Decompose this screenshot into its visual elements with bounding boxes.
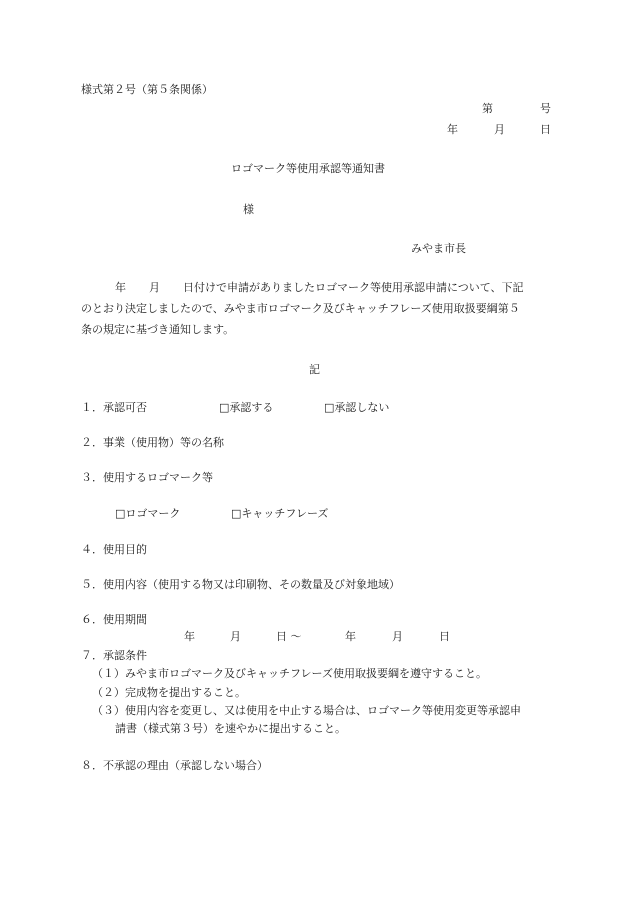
- body-line1-year: 年: [115, 281, 126, 294]
- doc-number-go: 号: [540, 102, 551, 115]
- period-from-year: 年: [184, 630, 195, 643]
- item5-label: ５．使用内容（使用する物又は印刷物、その数量及び対象地域）: [81, 578, 400, 591]
- option-logo-mark: □ロゴマーク: [115, 507, 181, 520]
- date-month: 月: [494, 123, 505, 136]
- item1-label: １．承認可否: [81, 401, 147, 414]
- document-title: ロゴマーク等使用承認等通知書: [231, 162, 385, 175]
- condition-1: （１）みやま市ロゴマーク及びキャッチフレーズ使用取扱要綱を遵守すること。: [92, 667, 488, 680]
- ki-heading: 記: [309, 363, 320, 376]
- item8-label: ８．不承認の理由（承認しない場合）: [81, 759, 268, 772]
- body-line3: 条の規定に基づき通知します。: [81, 323, 235, 336]
- period-to-year: 年: [345, 630, 356, 643]
- date-day: 日: [540, 123, 551, 136]
- item6-label: ６．使用期間: [81, 613, 147, 626]
- doc-number-dai: 第: [482, 102, 493, 115]
- item2-label: ２．事業（使用物）等の名称: [81, 436, 224, 449]
- option-reject: □承認しない: [324, 401, 390, 414]
- item3-label: ３．使用するロゴマーク等: [81, 471, 213, 484]
- option-approve: □承認する: [219, 401, 274, 414]
- date-year: 年: [447, 123, 458, 136]
- body-line1-text: 日付けで申請がありましたロゴマーク等使用承認申請について、下記: [183, 281, 524, 294]
- condition-3-line2: 請書（様式第３号）を速やかに提出すること。: [115, 722, 346, 735]
- option-catchphrase: □キャッチフレーズ: [231, 507, 329, 520]
- period-to-month: 月: [392, 630, 403, 643]
- period-from-day: 日 ～: [276, 630, 302, 643]
- item4-label: ４．使用目的: [81, 543, 147, 556]
- period-to-day: 日: [439, 630, 450, 643]
- body-line2: のとおり決定しましたので、みやま市ロゴマーク及びキャッチフレーズ使用取扱要綱第５: [81, 302, 520, 315]
- period-from-month: 月: [230, 630, 241, 643]
- issuer-name: みやま市長: [411, 242, 466, 255]
- item7-label: ７．承認条件: [81, 649, 147, 662]
- condition-2: （２）完成物を提出すること。: [92, 686, 246, 699]
- addressee-suffix: 様: [243, 203, 254, 216]
- body-line1-month: 月: [149, 281, 160, 294]
- condition-3-line1: （３）使用内容を変更し、又は使用を中止する場合は、ロゴマーク等使用変更等承認申: [92, 704, 521, 717]
- form-number: 様式第２号（第５条関係）: [81, 83, 213, 96]
